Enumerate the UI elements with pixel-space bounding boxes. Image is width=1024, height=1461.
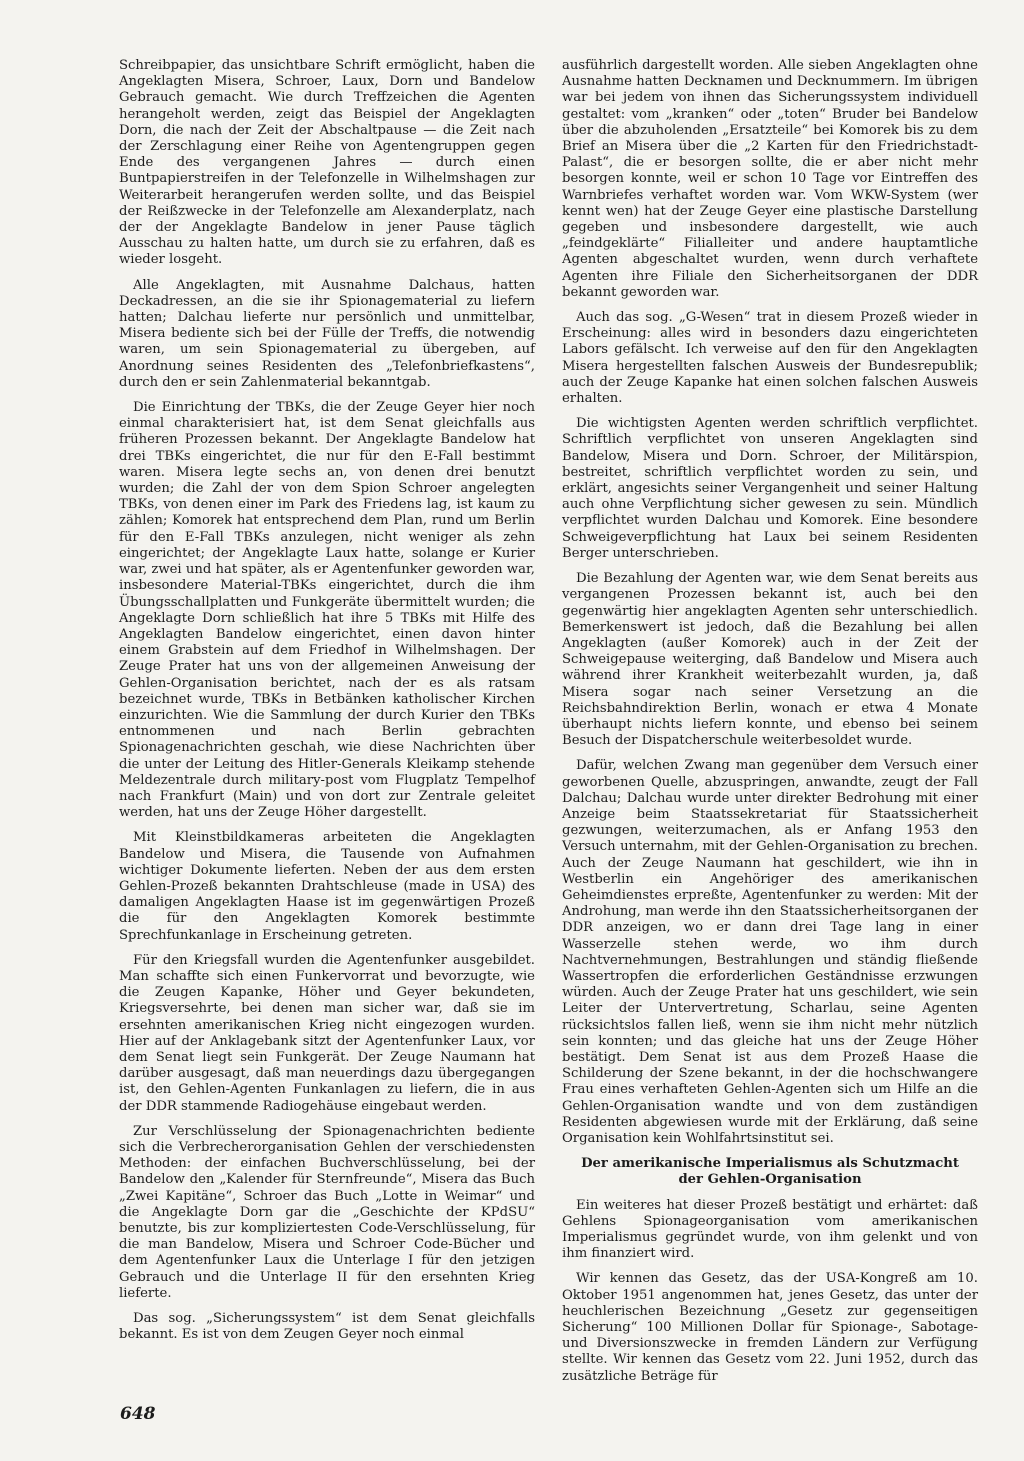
paragraph: Das sog. „Sicherungssystem“ ist dem Senat gleichfalls bekannt. Es ist von dem Zeugen Geyer noch einmal (119, 1311, 535, 1343)
paragraph: Schreibpapier, das unsichtbare Schrift ermöglicht, haben die Angeklagten Misera, Schroer, Laux, Dorn und Bandelow Gebrauch gemacht. Wie durch Treffzeichen die Agenten herangeholt werden, zeigt das Beispiel der Angeklagten Dorn, die nach der Zeit der Abschaltpause — die Zeit nach der Zerschlagung einer Reihe von Agentengruppen gegen Ende des vergangenen Jahres — durch einen Buntpapierstreifen in der Telefonzelle in Wilhelmshagen zur Weiterarbeit herangerufen werden sollte, und das Beispiel der Reißzwecke in der Telefonzelle am Alexanderplatz, nach der der Angeklagte Bandelow in jener Pause täglich Ausschau zu halten hatte, um durch sie zu erfahren, daß es wieder losgeht. (119, 58, 535, 268)
paragraph: Die Einrichtung der TBKs, die der Zeuge Geyer hier noch einmal charakterisiert hat, ist dem Senat gleichfalls aus früheren Prozessen bekannt. Der Angeklagte Bandelow hat drei TBKs eingerichtet, die nur für den E-Fall bestimmt waren. Misera legte sechs an, von denen drei benutzt wurden; die Zahl der von dem Spion Schroer angelegten TBKs, von denen einer im Park des Friedens lag, ist kaum zu zählen; Komorek hat entsprechend dem Plan, rund um Berlin für den E-Fall TBKs anzulegen, nicht weniger als zehn eingerichtet; der Angeklagte Laux hatte, solange er Kurier war, zwei und hat später, als er Agentenfunker geworden war, insbesondere Material-TBKs eingerichtet, durch die ihm Übungsschallplatten und Funkgeräte übermittelt wurden; die Angeklagte Dorn schließlich hat ihre 5 TBKs mit Hilfe des Angeklagten Bandelow eingerichtet, einen davon hinter einem Grabstein auf dem Friedhof in Wilhelmshagen. Der Zeuge Prater hat uns von der allgemeinen Anweisung der Gehlen-Organisation berichtet, nach der es als ratsam bezeichnet wurde, TBKs in Betbänken katholischer Kirchen einzurichten. Wie die Sammlung der durch Kurier den TBKs entnommenen und nach Berlin gebrachten Spionagenachrichten geschah, wie diese Nachrichten über die unter der Leitung des Hitler-Generals Kleikamp stehende Meldezentrale durch military-post vom Flugplatz Tempelhof nach Frankfurt (Main) und von dort zur Zentrale geleitet werden, hat uns der Zeuge Höher dargestellt. (119, 400, 535, 821)
paragraph: Die Bezahlung der Agenten war, wie dem Senat bereits aus vergangenen Prozessen bekannt ist, auch bei den gegenwärtig hier angeklagten Agenten sehr unterschiedlich. Bemerkenswert ist jedoch, daß die Bezahlung bei allen Angeklagten (außer Komorek) auch in der Zeit der Schweigepause weiterging, daß Bandelow und Misera auch während ihrer Krankheit weiterbezahlt wurden, ja, daß Misera sogar nach seiner Versetzung an die Reichsbahndirektion Berlin, wonach er etwa 4 Monate überhaupt nichts liefern konnte, und ebenso bei seinem Besuch der Dispatcherschule weiterbesoldet wurde. (562, 571, 978, 749)
left-column (119, 58, 535, 1352)
section-heading-line2: der Gehlen-Organisation (678, 1172, 862, 1188)
paragraph: Die wichtigsten Agenten werden schriftlich verpflichtet. Schriftlich verpflichtet von unseren Angeklagten sind Bandelow, Misera und Dorn. Schroer, der Militärspion, bestreitet, schriftlich verpflichtet worden zu sein, und erklärt, angesichts seiner Vergangenheit und seiner Haltung auch ohne Verpflichtung sicher gewesen zu sein. Mündlich verpflichtet wurden Dalchau und Komorek. Eine besondere Schweigeverpflichtung hat Laux bei seinem Residenten Berger unterschrieben. (562, 416, 978, 561)
paragraph: Ein weiteres hat dieser Prozeß bestätigt und erhärtet: daß Gehlens Spionageorganisation vom amerikanischen Imperialismus gegründet wurde, von ihm gelenkt und von ihm finanziert wird. (562, 1197, 978, 1262)
section-heading (562, 1156, 978, 1188)
section-heading-line1: Der amerikanische Imperialismus als Schutzmacht (581, 1156, 959, 1172)
paragraph: Wir kennen das Gesetz, das der USA-Kongreß am 10. Oktober 1951 angenommen hat, jenes Gesetz, das unter der heuchlerischen Bezeichnung „Gesetz zur gegenseitigen Sicherung“ 100 Millionen Dollar für Spionage-, Sabotage- und Diversionszwecke in fremden Ländern zur Verfügung stellte. Wir kennen das Gesetz vom 22. Juni 1952, durch das zusätzliche Beträge für (562, 1271, 978, 1384)
page-number: 648 (120, 1404, 156, 1424)
right-column (562, 58, 978, 1394)
paragraph: Für den Kriegsfall wurden die Agentenfunker ausgebildet. Man schaffte sich einen Funkervorrat und bevorzugte, wie die Zeugen Kapanke, Höher und Geyer bekundeten, Kriegsversehrte, bei denen man sicher war, daß sie im ersehnten amerikanischen Krieg nicht eingezogen wurden. Hier auf der Anklagebank sitzt der Agentenfunker Laux, vor dem Senat liegt sein Funkgerät. Der Zeuge Naumann hat darüber ausgesagt, daß man neuerdings dazu übergegangen ist, den Gehlen-Agenten Funkanlagen zu liefern, die in aus der DDR stammende Radiogehäuse eingebaut werden. (119, 952, 535, 1114)
paragraph: Dafür, welchen Zwang man gegenüber dem Versuch einer geworbenen Quelle, abzuspringen, anwandte, zeugt der Fall Dalchau; Dalchau wurde unter direkter Bedrohung mit einer Anzeige beim Staatssekretariat für Staatssicherheit gezwungen, weiterzumachen, als er Anfang 1953 den Versuch unternahm, mit der Gehlen-Organisation zu brechen. Auch der Zeuge Naumann hat geschildert, wie ihn in Westberlin ein Angehöriger des amerikanischen Geheimdienstes erpreßte, Agentenfunker zu werden: Mit der Androhung, man werde ihn den Staatssicherheitsorganen der DDR anzeigen, wo er dann drei Tage lang in einer Wasserzelle stehen werde, wo ihm durch Nachtvernehmungen, Bestrahlungen und ständig fließende Wassertropfen die erforderlichen Geständnisse erzwungen würden. Auch der Zeuge Prater hat uns geschildert, wie sein Leiter der Untervertretung, Scharlau, seine Agenten rücksichtslos fallen ließ, wenn sie ihm nicht mehr nützlich sein konnten; und das gleiche hat uns der Zeuge Höher bestätigt. Dem Senat ist aus dem Prozeß Haase die Schilderung der Szene bekannt, in der die hochschwangere Frau eines verhafteten Gehlen-Agenten sich um Hilfe an die Gehlen-Organisation wandte und von dem zuständigen Residenten abgewiesen wurde mit der Erklärung, daß seine Organisation kein Wohlfahrtsinstitut sei. (562, 758, 978, 1146)
paragraph: ausführlich dargestellt worden. Alle sieben Angeklagten ohne Ausnahme hatten Decknamen und Decknummern. Im übrigen war bei jedem von ihnen das Sicherungssystem individuell gestaltet: vom „kranken“ oder „toten“ Bruder bei Bandelow über die abzuholenden „Ersatzteile“ bei Komorek bis zu dem Brief an Misera über die „2 Karten für den Friedrichstadt-Palast“, die er besorgen sollte, die er aber nicht mehr besorgen konnte, weil er schon 10 Tage vor Eintreffen des Warnbriefes verhaftet worden war. Vom WKW-System (wer kennt wen) hat der Zeuge Geyer eine plastische Darstellung gegeben und insbesondere dargestellt, wie auch „feindgeklärte“ Filialleiter und andere hauptamtliche Agenten abgeschaltet wurden, wenn durch verhaftete Agenten ihre Filiale den Sicherheitsorganen der DDR bekannt geworden war. (562, 58, 978, 300)
paragraph: Alle Angeklagten, mit Ausnahme Dalchaus, hatten Deckadressen, an die sie ihr Spionagematerial zu liefern hatten; Dalchau lieferte nur persönlich und unmittelbar, Misera bediente sich bei der Fülle der Treffs, die notwendig waren, um sein Spionagematerial zu übergeben, auf Anordnung seines Residenten des „Telefonbriefkastens“, durch den er sein Zahlenmaterial bekanntgab. (119, 277, 535, 390)
paragraph: Mit Kleinstbildkameras arbeiteten die Angeklagten Bandelow und Misera, die Tausende von Aufnahmen wichtiger Dokumente lieferten. Neben der aus dem ersten Gehlen-Prozeß bekannten Drahtschleuse (made in USA) des damaligen Angeklagten Haase ist im gegenwärtigen Prozeß die für den Angeklagten Komorek bestimmte Sprechfunkanlage in Erscheinung getreten. (119, 830, 535, 943)
paragraph: Zur Verschlüsselung der Spionagenachrichten bediente sich die Verbrecherorganisation Gehlen der verschiedensten Methoden: der einfachen Buchverschlüsselung, bei der Bandelow den „Kalender für Sternfreunde“, Misera das Buch „Zwei Kapitäne“, Schroer das Buch „Lotte in Weimar“ und die Angeklagte Dorn gar die „Geschichte der KPdSU“ benutzte, bis zur kompliziertesten Code-Verschlüsselung, für die man Bandelow, Misera und Schroer Code-Bücher und dem Agentenfunker Laux die Unterlage I für den jetzigen Gebrauch und die Unterlage II für den ersehnten Krieg lieferte. (119, 1123, 535, 1301)
paragraph: Auch das sog. „G-Wesen“ trat in diesem Prozeß wieder in Erscheinung: alles wird in besonders dazu eingerichteten Labors gefälscht. Ich verweise auf den für den Angeklagten Misera hergestellten falschen Ausweis der Bundesrepublik; auch der Zeuge Kapanke hat einen solchen falschen Ausweis erhalten. (562, 310, 978, 407)
